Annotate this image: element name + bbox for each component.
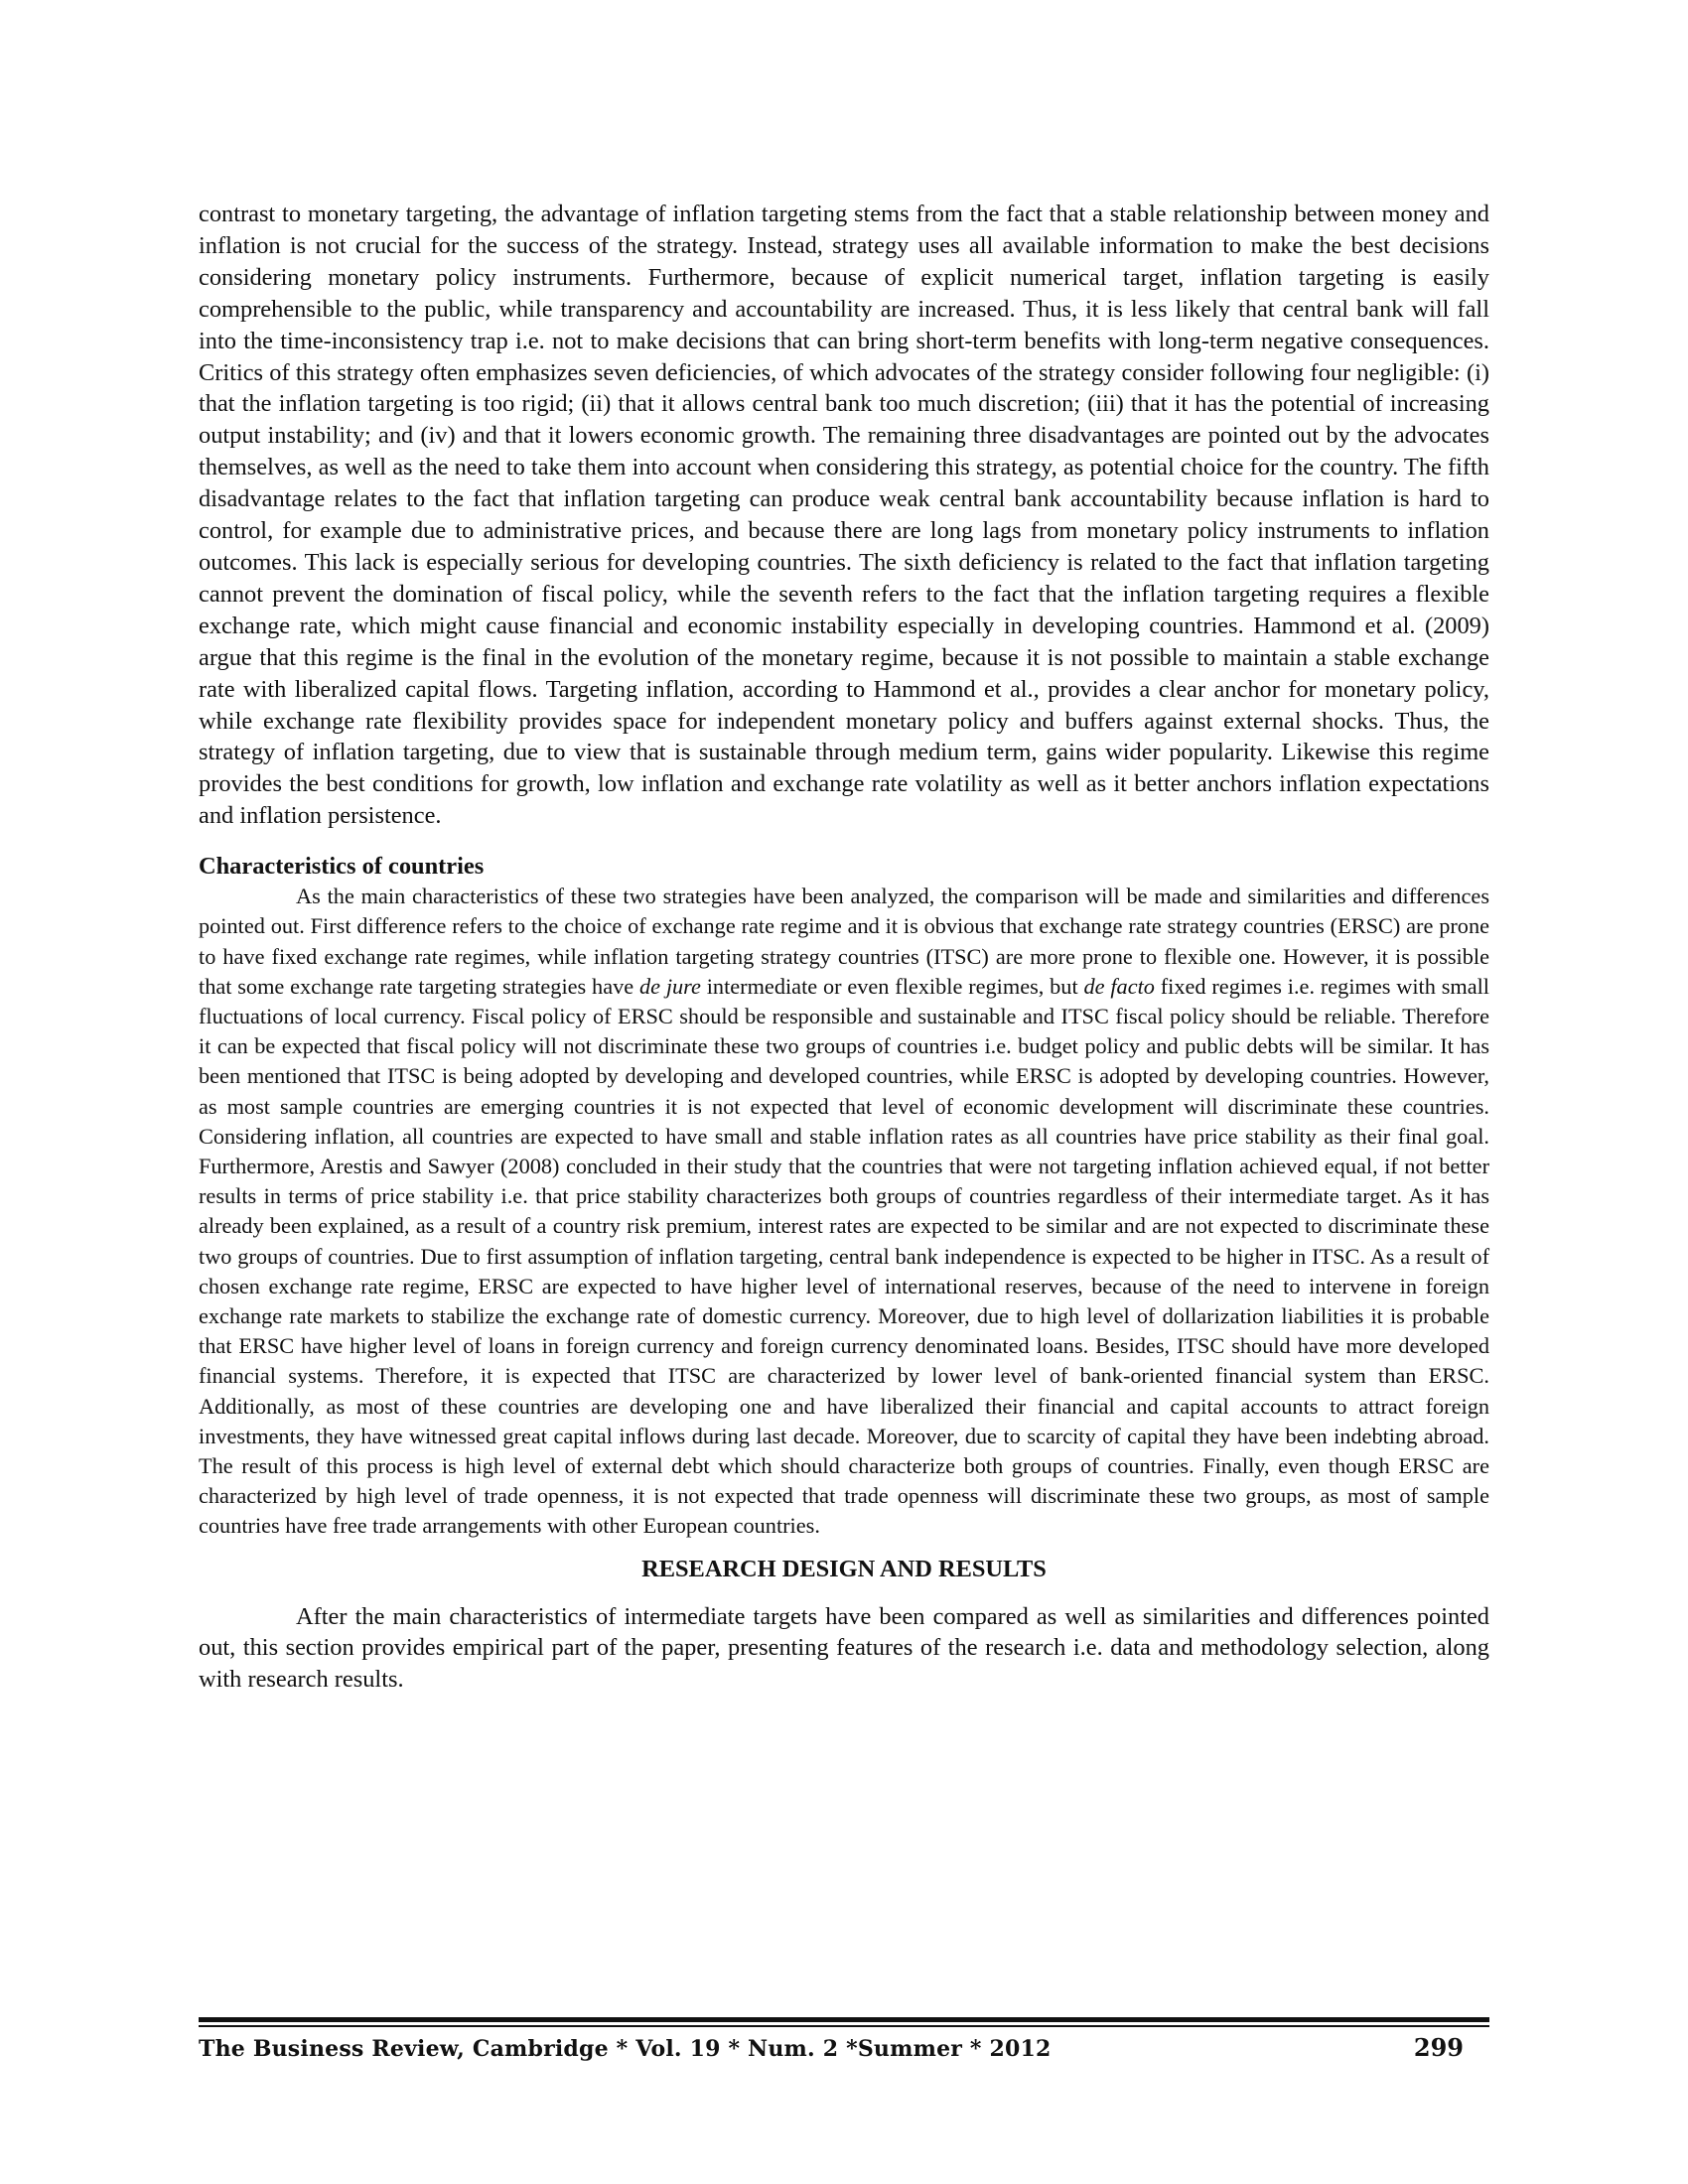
- body-paragraph-research-intro: After the main characteristics of intermediate targets have been compared as well as similarities and differences pointed out, this section provides empirical part of the paper, presenting features of the research i.e. data and methodology selection, along with research results.: [199, 1602, 1489, 1693]
- italic-term-de-facto: de facto: [1083, 973, 1155, 999]
- journal-citation: The Business Review, Cambridge * Vol. 19 * Num. 2 *Summer * 2012: [199, 2036, 1052, 2062]
- page-body: [199, 199, 1489, 1695]
- page-number: 299: [1413, 2033, 1464, 2062]
- paragraph-text: fixed regimes i.e. regimes with small fluctuations of local currency. Fiscal policy of ERSC should be responsible and sustainable and ITSC fiscal policy should be reliable. Therefore it can be expected that fiscal policy will not discriminate these two groups of countries i.e. budget policy and public debts will be similar. It has been mentioned that ITSC is being adopted by developing and developed countries, while ERSC is adopted by developing countries. However, as most sample countries are emerging countries it is not expected that level of economic development will discriminate these countries. Considering inflation, all countries are expected to have small and stable inflation rates as all countries have price stability as their final goal. Furthermore, Arestis and Sawyer (2008) concluded in their study that the countries that were not targeting inflation achieved equal, if not better results in terms of price stability i.e. that price stability characterizes both groups of countries regardless of their intermediate target. As it has already been explained, as a result of a country risk premium, interest rates are expected to be similar and are not expected to discriminate these two groups of countries. Due to first assumption of inflation targeting, central bank independence is expected to be higher in ITSC. As a result of chosen exchange rate regime, ERSC are expected to have higher level of international reserves, because of the need to intervene in foreign exchange rate markets to stabilize the exchange rate of domestic currency. Moreover, due to high level of dollarization liabilities it is probable that ERSC have higher level of loans in foreign currency and foreign currency denominated loans. Besides, ITSC should have more developed financial systems. Therefore, it is expected that ITSC are characterized by lower level of bank-oriented financial system than ERSC. Additionally, as most of these countries are developing one and have liberalized their financial and capital accounts to attract foreign investments, they have witnessed great capital inflows during last decade. Moreover, due to scarcity of capital they have been indebting abroad. The result of this process is high level of external debt which should characterize both groups of countries. Finally, even though ERSC are characterized by high level of trade openness, it is not expected that trade openness will discriminate these two groups, as most of sample countries have free trade arrangements with other European countries.: [199, 973, 1490, 1539]
- body-paragraph-inflation-targeting: contrast to monetary targeting, the advantage of inflation targeting stems from the fact that a stable relationship between money and inflation is not crucial for the success of the strategy. Instead, strategy uses all available information to make the best decisions considering monetary policy instruments. Furthermore, because of explicit numerical target, inflation targeting is easily comprehensible to the public, while transparency and accountability are increased. Thus, it is less likely that central bank will fall into the time-inconsistency trap i.e. not to make decisions that can bring short-term benefits with long-term negative consequences. Critics of this strategy often emphasizes seven deficiencies, of which advocates of the strategy consider following four negligible: (i) that the inflation targeting is too rigid; (ii) that it allows central bank too much discretion; (iii) that it has the potential of increasing output instability; and (iv) and that it lowers economic growth. The remaining three disadvantages are pointed out by the advocates themselves, as well as the need to take them into account when considering this strategy, as potential choice for the country. The fifth disadvantage relates to the fact that inflation targeting can produce weak central bank accountability because inflation is hard to control, for example due to administrative prices, and because there are long lags from monetary policy instruments to inflation outcomes. This lack is especially serious for developing countries. The sixth deficiency is related to the fact that inflation targeting cannot prevent the domination of fiscal policy, while the seventh refers to the fact that the inflation targeting requires a flexible exchange rate, which might cause financial and economic instability especially in developing countries. Hammond et al. (2009) argue that this regime is the final in the evolution of the monetary regime, because it is not possible to maintain a stable exchange rate with liberalized capital flows. Targeting inflation, according to Hammond et al., provides a clear anchor for monetary policy, while exchange rate flexibility provides space for independent monetary policy and buffers against external shocks. Thus, the strategy of inflation targeting, due to view that is sustainable through medium term, gains wider popularity. Likewise this regime provides the best conditions for growth, low inflation and exchange rate volatility as well as it better anchors inflation expectations and inflation persistence.: [199, 201, 1489, 830]
- footer-rule-thin: [199, 2025, 1489, 2027]
- body-paragraph-characteristics: [199, 882, 1489, 1541]
- paragraph-text: As the main characteristics of these two strategies have been analyzed, the comparison will be made and similarities and differences pointed out. First difference refers to the choice of exchange rate regime and it is obvious that exchange rate strategy countries (ERSC) are prone to have fixed exchange rate regimes, while inflation targeting strategy countries (ITSC) are more prone to flexible one. However, it is possible that some exchange rate targeting strategies have: [199, 884, 1489, 999]
- page-footer: [199, 2033, 1489, 2062]
- italic-term-de-jure: de jure: [638, 973, 701, 999]
- footer-rule-thick: [199, 2017, 1489, 2022]
- paragraph-text: intermediate or even flexible regimes, but: [700, 973, 1084, 999]
- section-heading-research-design: RESEARCH DESIGN AND RESULTS: [641, 1555, 1047, 1582]
- section-heading-characteristics: Characteristics of countries: [199, 853, 485, 881]
